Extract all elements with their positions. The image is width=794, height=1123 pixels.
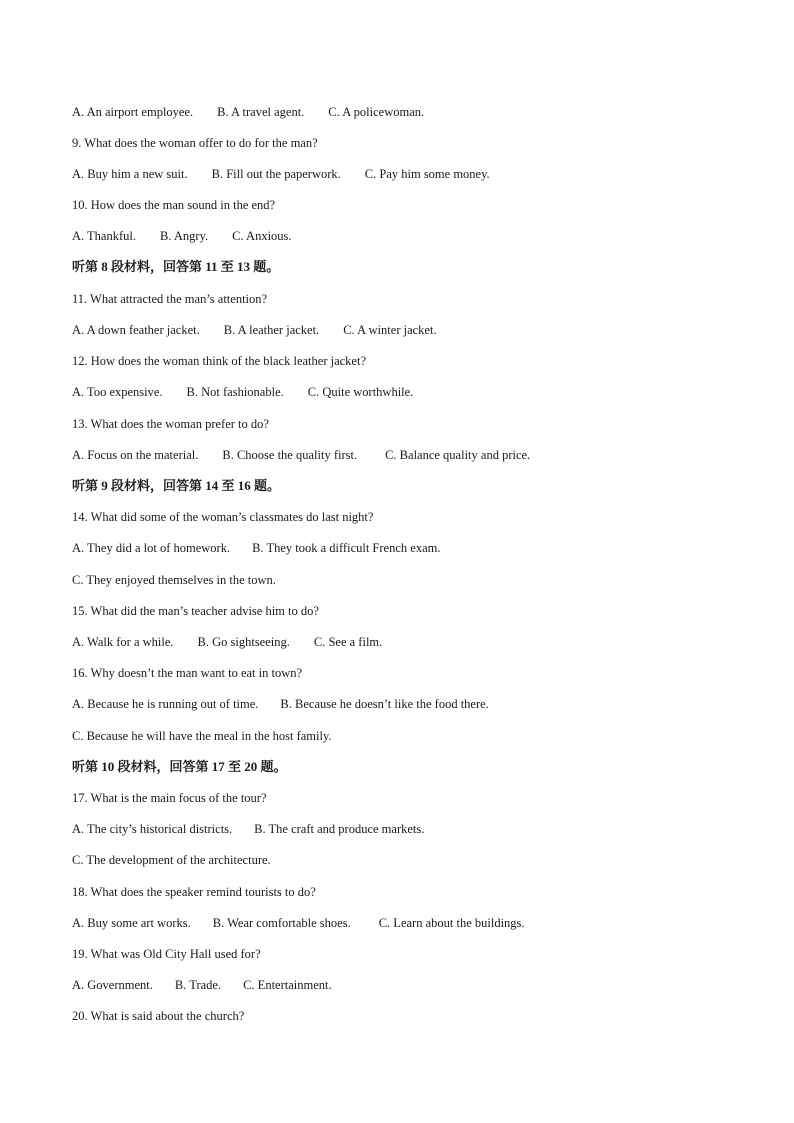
question-11: 11. What attracted the man’s attention? bbox=[72, 292, 268, 306]
section-header-10: 听第 10 段材料，回答第 17 至 20 题。 bbox=[72, 759, 287, 774]
option-b: B. Because he doesn’t like the food there. bbox=[280, 697, 489, 711]
options-line bbox=[72, 166, 490, 182]
question-19: 19. What was Old City Hall used for? bbox=[72, 947, 261, 961]
option-b: B. Trade. bbox=[174, 978, 222, 992]
options-line bbox=[72, 447, 530, 463]
option-a: A. Walk for a while. bbox=[72, 635, 174, 649]
question-13: 13. What does the woman prefer to do? bbox=[72, 417, 269, 431]
option-a: A. Focus on the material. bbox=[72, 448, 199, 462]
question-12: 12. How does the woman think of the black leather jacket? bbox=[72, 354, 367, 368]
question-14: 14. What did some of the woman’s classmates do last night? bbox=[72, 510, 374, 524]
option-a: A. The city’s historical districts. bbox=[72, 822, 233, 836]
option-a: A. Government. bbox=[72, 978, 153, 992]
question-10: 10. How does the man sound in the end? bbox=[72, 198, 276, 212]
option-b: B. Wear comfortable shoes. bbox=[212, 916, 351, 930]
options-line bbox=[72, 540, 440, 556]
option-a: A. Thankful. bbox=[72, 229, 136, 243]
option-c: C. Entertainment. bbox=[243, 978, 332, 992]
option-b: B. A leather jacket. bbox=[223, 323, 320, 337]
option-b: B. Choose the quality first. bbox=[222, 448, 358, 462]
option-a: A. Too expensive. bbox=[72, 385, 163, 399]
option-c: C. See a film. bbox=[313, 635, 383, 649]
option-b: B. The craft and produce markets. bbox=[254, 822, 425, 836]
options-line bbox=[72, 977, 332, 993]
option-a: A. A down feather jacket. bbox=[72, 323, 200, 337]
question-15: 15. What did the man’s teacher advise him to do? bbox=[72, 604, 319, 618]
option-c: C. Pay him some money. bbox=[364, 167, 490, 181]
option-b: B. Go sightseeing. bbox=[197, 635, 290, 649]
option-b: B. Fill out the paperwork. bbox=[211, 167, 341, 181]
question-9: 9. What does the woman offer to do for the man? bbox=[72, 136, 318, 150]
options-line bbox=[72, 228, 292, 244]
option-c: C. A policewoman. bbox=[328, 105, 425, 119]
option-b: B. Angry. bbox=[160, 229, 209, 243]
option-c-line: C. Because he will have the meal in the host family. bbox=[72, 729, 332, 743]
options-line bbox=[72, 384, 413, 400]
option-c: C. Anxious. bbox=[232, 229, 292, 243]
options-line bbox=[72, 821, 424, 837]
option-c: C. Balance quality and price. bbox=[385, 448, 531, 462]
option-b: B. They took a difficult French exam. bbox=[252, 541, 441, 555]
option-a: A. Buy some art works. bbox=[72, 916, 191, 930]
option-b: B. A travel agent. bbox=[217, 105, 305, 119]
question-20: 20. What is said about the church? bbox=[72, 1009, 245, 1023]
option-b: B. Not fashionable. bbox=[186, 385, 284, 399]
options-line bbox=[72, 104, 424, 120]
options-line bbox=[72, 322, 437, 338]
option-a: A. Buy him a new suit. bbox=[72, 167, 188, 181]
section-header-8: 听第 8 段材料，回答第 11 至 13 题。 bbox=[72, 259, 280, 274]
options-line bbox=[72, 634, 382, 650]
section-header-9: 听第 9 段材料，回答第 14 至 16 题。 bbox=[72, 478, 281, 493]
option-a: A. Because he is running out of time. bbox=[72, 697, 259, 711]
options-line bbox=[72, 696, 489, 712]
options-line bbox=[72, 915, 525, 931]
option-c: C. Learn about the buildings. bbox=[378, 916, 525, 930]
option-c-line: C. They enjoyed themselves in the town. bbox=[72, 573, 276, 587]
option-c: C. Quite worthwhile. bbox=[307, 385, 414, 399]
question-16: 16. Why doesn’t the man want to eat in town? bbox=[72, 666, 303, 680]
option-c-line: C. The development of the architecture. bbox=[72, 853, 271, 867]
option-a: A. An airport employee. bbox=[72, 105, 194, 119]
question-18: 18. What does the speaker remind tourists to do? bbox=[72, 885, 316, 899]
option-c: C. A winter jacket. bbox=[343, 323, 437, 337]
question-17: 17. What is the main focus of the tour? bbox=[72, 791, 267, 805]
option-a: A. They did a lot of homework. bbox=[72, 541, 231, 555]
